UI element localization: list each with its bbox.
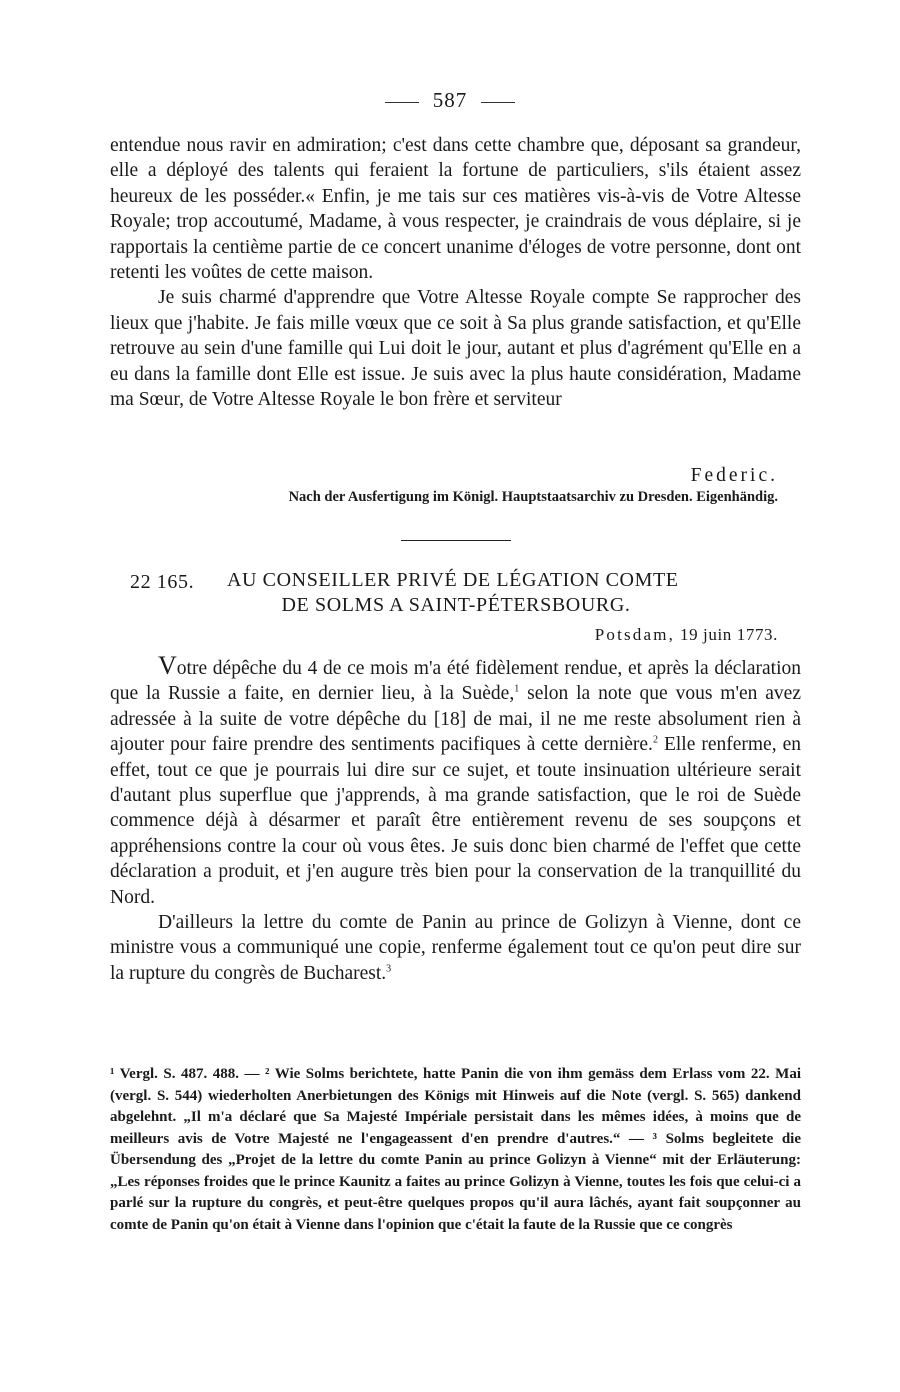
archive-source-note: Nach der Ausfertigung im Königl. Hauptstaatsarchiv zu Dresden. Eigenhändig. — [288, 489, 778, 505]
page-number — [0, 88, 900, 113]
letter-paragraph-1-part-b: selon la note que vous m'en avez adressée à la suite de votre dépêche du [18] de mai, il ne me reste absolument rien à ajouter pour faire prendre des sentiments pacifiques à cette dernière. — [110, 683, 801, 756]
letter-date: 19 juin 1773. — [680, 625, 778, 644]
letter-body — [110, 653, 801, 986]
letter-title-line-2: DE SOLMS A SAINT-PÉTERSBOURG. — [281, 594, 631, 616]
letter-place: Potsdam, — [594, 625, 676, 644]
page-number-dash-right — [481, 102, 515, 103]
letter-paragraph-2 — [110, 910, 801, 986]
letter-continuation — [110, 133, 801, 412]
letter-paragraph-1-part-c: Elle renferme, en effet, tout ce que je pourrais lui dire sur ce sujet, et toute insinuation ultérieure serait d'autant plus superflue que j'apprends, à ma grande satisfaction, que le roi de Suède commence déjà à désarmer et paraît être entièrement revenu de ses soupçons et appréhensions contre la cour où vous êtes. Je suis donc bien charmé de l'effet que cette déclaration a produit, et j'en augure très bien pour la conservation de la tranquillité du Nord. — [110, 734, 801, 908]
place-date — [595, 625, 778, 645]
letter-number: 22 165. — [130, 571, 195, 593]
drop-cap: V — [158, 651, 177, 680]
footnote-ref-1: 1 — [514, 683, 520, 695]
page-number-text: 587 — [432, 88, 468, 112]
footnotes: ¹ Vergl. S. 487. 488. — ² Wie Solms berichtete, hatte Panin die von ihm gemäss dem Erlass vom 22. Mai (vergl. S. 544) wiederholten Anerbietungen des Königs mit Hinweis auf die Note (vergl. S. 565) dankend abgelehnt. „Il m'a déclaré que Sa Majesté Impériale persistait dans les mêmes idées, à moins que de meilleurs avis de Votre Majesté ne l'engageassent d'en prendre d'autres.“ — ³ Solms begleitete die Übersendung des „Projet de la lettre du comte Panin au prince Golizyn à Vienne“ mit der Erläuterung: „Les réponses froides que le prince Kaunitz a faites au prince Golizyn à Vienne, toutes les fois que celui-ci a parlé sur la rupture du congrès, et peut-être quelques propos qu'il aura lâchés, ayant fait soupçonner au comte de Panin qu'on était à Vienne dans l'opinion que c'était la faute de la Russie que ce congrès — [110, 1066, 801, 1233]
footnote-ref-2: 2 — [652, 734, 658, 746]
signature: Federic. — [690, 465, 778, 486]
letter-paragraph-1-part-a: otre dépêche du 4 de ce mois m'a été fidèlement rendue, et après la déclaration que la Russie a faite, en dernier lieu, à la Suède, — [110, 658, 801, 705]
page-number-dash-left — [385, 102, 419, 103]
section-divider — [401, 540, 511, 541]
letter-paragraph-1 — [110, 653, 801, 910]
continuation-paragraph-1: entendue nous ravir en admiration; c'est dans cette chambre que, déposant sa grandeur, elle a déployé des talents qui feraient la fortune de particuliers, s'ils étaient assez heureux de les posséder.« Enfin, je me tais sur ces matières vis-à-vis de Votre Altesse Royale; trop accoutumé, Madame, à vous respecter, je craindrais de vous déplaire, si je rapportais la centième partie de ce concert unanime d'éloges de votre personne, dont ont retenti les voûtes de cette maison. — [110, 135, 801, 284]
letter-paragraph-2-text: D'ailleurs la lettre du comte de Panin au prince de Golizyn à Vienne, dont ce ministre vous a communiqué une copie, renferme également tout ce qu'on peut dire sur la rupture du congrès de Bucharest. — [110, 912, 801, 984]
footnote-ref-3: 3 — [386, 963, 392, 975]
continuation-paragraph-2: Je suis charmé d'apprendre que Votre Altesse Royale compte Se rapprocher des lieux que j'habite. Je fais mille vœux que ce soit à Sa plus grande satisfaction, et qu'Elle retrouve au sein d'une famille qui Lui doit le jour, autant et plus d'agrément qu'Elle en a eu dans la famille dont Elle est issue. Je suis avec la plus haute considération, Madame ma Sœur, de Votre Altesse Royale le bon frère et serviteur — [110, 287, 801, 411]
letter-title-line-1: AU CONSEILLER PRIVÉ DE LÉGATION COMTE — [227, 569, 679, 591]
